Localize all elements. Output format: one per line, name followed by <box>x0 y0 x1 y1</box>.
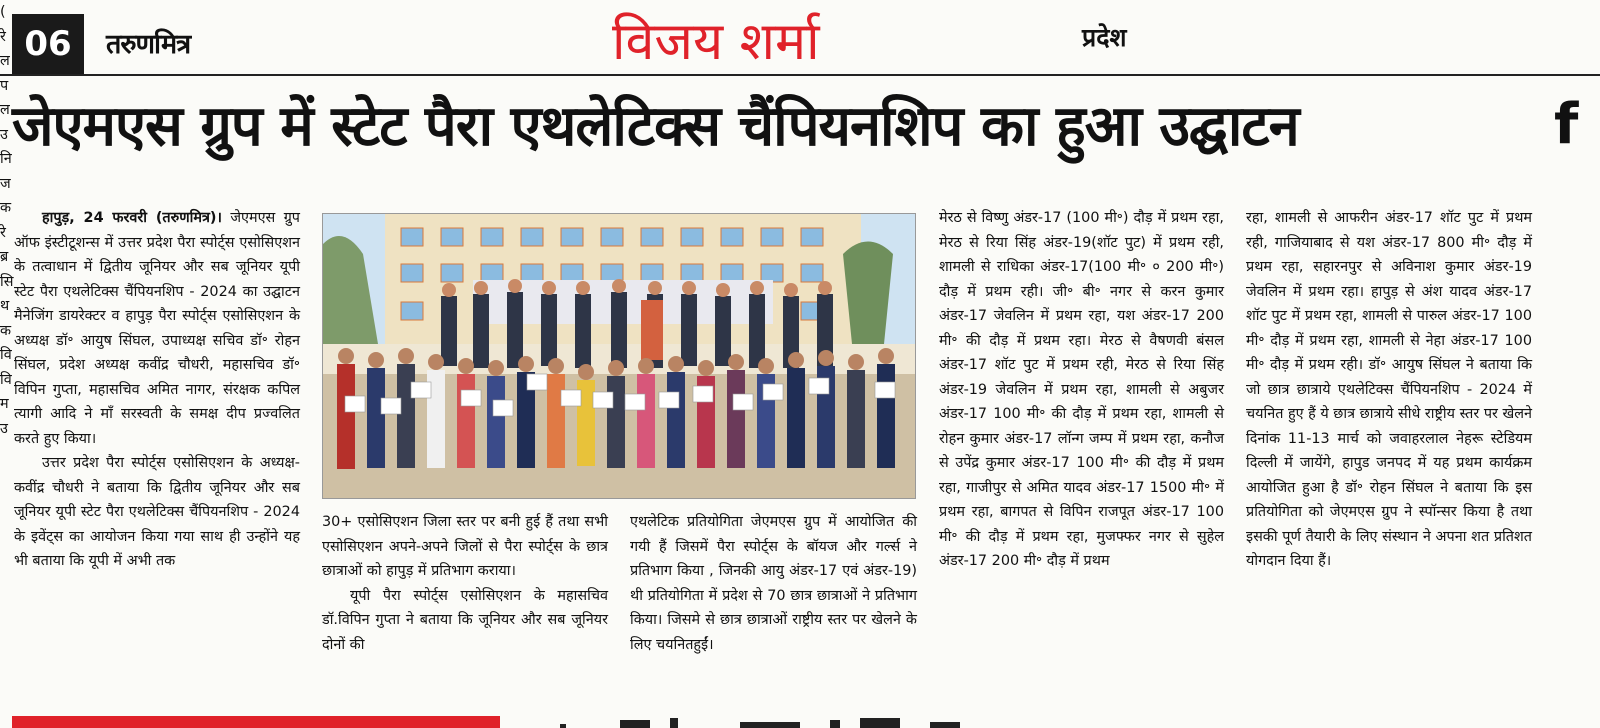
paragraph: उत्तर प्रदेश पैरा स्पोर्ट्स एसोसिएशन के अध्यक्ष-कवींद्र चौधरी ने बताया कि द्वितीय जूनियर और सब जूनियर यूपी स्टेट पैरा एथलेटिक्स चैंपियनशिप - 2024 के इवेंट्स का आयोजन किया गया साथ ही उन्होंने यह भी बताया कि यूपी में अभी तक <box>14 455 300 569</box>
section-label: प्रदेश <box>1082 23 1127 52</box>
fragment-line: म <box>0 396 9 412</box>
article-column-4 <box>939 206 1224 574</box>
adjacent-headline-fragment: f <box>1554 92 1579 157</box>
fragment-line: ज <box>0 175 11 192</box>
paragraph: एथलेटिक प्रतियोगिता जेएमएस ग्रुप में आयोजित की गयी हैं जिसमें पैरा स्पोर्ट्स के बॉयज और गर्ल्स ने प्रतिभाग किया , जिनकी आयु अंडर-17 एवं अंडर-19) थी प्रतियोगिता में प्रदेश से 70 छात्र छात्राओं ने प्रतिभाग किया। जिसमे से छात्र छात्राओं राष्ट्रीय स्तर पर खेलने के लिए चयनितहुईं। <box>630 514 917 653</box>
paragraph: मेरठ से विष्णु अंडर-17 (100 मी॰) दौड़ में प्रथम रहा, मेरठ से रिया सिंह अंडर-19(शॉट पुट) में प्रथम रही, शामली से राधिका अंडर-17(100 मी॰ ० 200 मी॰) दौड़ में प्रथम रही। जी॰ बी॰ नगर से करन कुमार अंडर-17 जेवलिन में प्रथम रहा, यश अंडर-17 200 मी॰ की दौड़ में प्रथम रहा। मेरठ से वैषणवी बंसल अंडर-17 शॉट पुट में प्रथम रही, मेरठ से रिया सिंह अंडर-19 जेवलिन में प्रथम रहा, शामली से अबुजर अंडर-17 100 मी॰ की दौड़ में प्रथम रहा, शामली से रोहन कुमार अंडर-17 लॉन्ग जम्प में प्रथम रहा, कनौज से उपेंद्र कुमार अंडर-17 100 मी॰ की दौड़ में प्रथम रहा, गाजीपुर से अमित यादव अंडर-17 1500 मी॰ में प्रथम रहा, बागपत से विपिन राजपूत अंडर-17 100 मी॰ की दौड़ में प्रथम रहा, मुजफ्फर नगर से सुहेल अंडर-17 200 मी॰ दौड़ में प्रथम <box>939 210 1224 569</box>
fragment-line: रे <box>0 28 6 45</box>
newspaper-masthead: तरुणमित्र <box>106 29 191 60</box>
fragment-line: प <box>0 77 9 94</box>
fragment-line: ल <box>0 102 10 118</box>
article-column-5 <box>1246 206 1532 574</box>
article-column-3 <box>630 510 917 657</box>
fragment-line: सि <box>0 273 14 290</box>
header-rule <box>0 74 1600 76</box>
paragraph: यूपी पैरा स्पोर्ट्स एसोसिएशन के महासचिव डॉ.विपिन गुप्ता ने बताया कि जूनियर और सब जूनियर दोनों की <box>322 587 608 653</box>
fragment-line: वि <box>0 347 12 363</box>
paragraph: 30+ एसोसिएशन जिला स्तर पर बनी हुई हैं तथा सभी एसोसिएशन अपने-अपने जिलों से पैरा स्पोर्ट्स के छात्र छात्राओं को हापुड़ में प्रतिभाग कराया। <box>322 514 608 579</box>
fragment-line: वि <box>0 371 12 388</box>
bottom-accent-bar <box>12 716 500 728</box>
fragment-line: रे <box>0 224 6 241</box>
article-headline: जेएमएस ग्रुप में स्टेट पैरा एथलेटिक्स चैंपियनशिप का हुआ उद्घाटन <box>12 94 1299 159</box>
next-headline-fragment <box>560 718 980 728</box>
fragment-line: ( <box>0 4 6 20</box>
fragment-line: ब्र <box>0 249 9 265</box>
page-number: 06 <box>12 14 84 74</box>
signature-overlay: विजय शर्मा <box>612 12 820 72</box>
fragment-line: नि <box>0 151 12 167</box>
dateline: हापुड़, 24 फरवरी (तरुणमित्र)। <box>42 210 222 226</box>
paragraph: रहा, शामली से आफरीन अंडर-17 शॉट पुट में प्रथम रही, गाजियाबाद से यश अंडर-17 800 मी॰ दौड़ में प्रथम रहा, सहारनपुर से अविनाश कुमार अंडर-19 जेवलिन में प्रथम रहा। हापुड़ से अंश यादव अंडर-17 शॉट पुट में प्रथम रहा, शामली से पारुल अंडर-17 100 मी॰ दौड़ में प्रथम रहा, शामली से नेहा अंडर-17 100 मी॰ दौड़ में प्रथम रही। डॉ॰ आयुष सिंघल ने बताया कि जो छात्र छात्राये एथलेटिक्स चैंपियनशिप - 2024 में चयनित हुए हैं ये छात्र छात्राये सीधे राष्ट्रीय स्तर पर खेलने दिनांक 11-13 मार्च को जवाहरलाल नेहरू स्टेडियम दिल्ली में जायेंगे, हापुड जनपद में यह प्रथम कार्यक्रम आयोजित हुआ है डॉ॰ रोहन सिंघल ने बताया कि इस प्रतियोगिता को जेएमएस ग्रुप ने स्पॉन्सर किया है तथा इसकी पूर्ण तैयारी के लिए संस्थान ने अपना शत प्रतिशत योगदान दिया हैं। <box>1246 210 1532 569</box>
fragment-line: उ <box>0 126 8 143</box>
fragment-line: क <box>0 322 12 339</box>
event-group-photo <box>322 213 916 499</box>
paragraph: जेएमएस ग्रुप ऑफ इंस्टीटूशन्स में उत्तर प्रदेश पैरा स्पोर्ट्स एसोसिएशन के तत्वाधान में द्वितीय जूनियर और सब जूनियर यूपी स्टेट पैरा एथलेटिक्स चैंपियनशिप - 2024 का उद्घाटन मैनेजिंग डायरेक्टर व हापुड़ पैरा स्पोर्ट्स एसोसिएशन के अध्यक्ष डॉ॰ आयुष सिंघल, उपाध्यक्ष सचिव डॉ॰ रोहन सिंघल, प्रदेश अध्यक्ष कवींद्र चौधरी, महासचिव डॉ॰ विपिन गुप्ता, महासचिव अमित नागर, संरक्षक कपिल त्यागी आदि ने माँ सरस्वती के समक्ष दीप प्रज्वलित करते हुए किया। <box>14 210 300 447</box>
fragment-line: उ <box>0 420 8 437</box>
fragment-line: ल <box>0 53 10 69</box>
fragment-line: थ <box>0 298 10 314</box>
article-column-2 <box>322 510 608 657</box>
article-column-1 <box>14 206 300 574</box>
fragment-line: क <box>0 200 12 216</box>
